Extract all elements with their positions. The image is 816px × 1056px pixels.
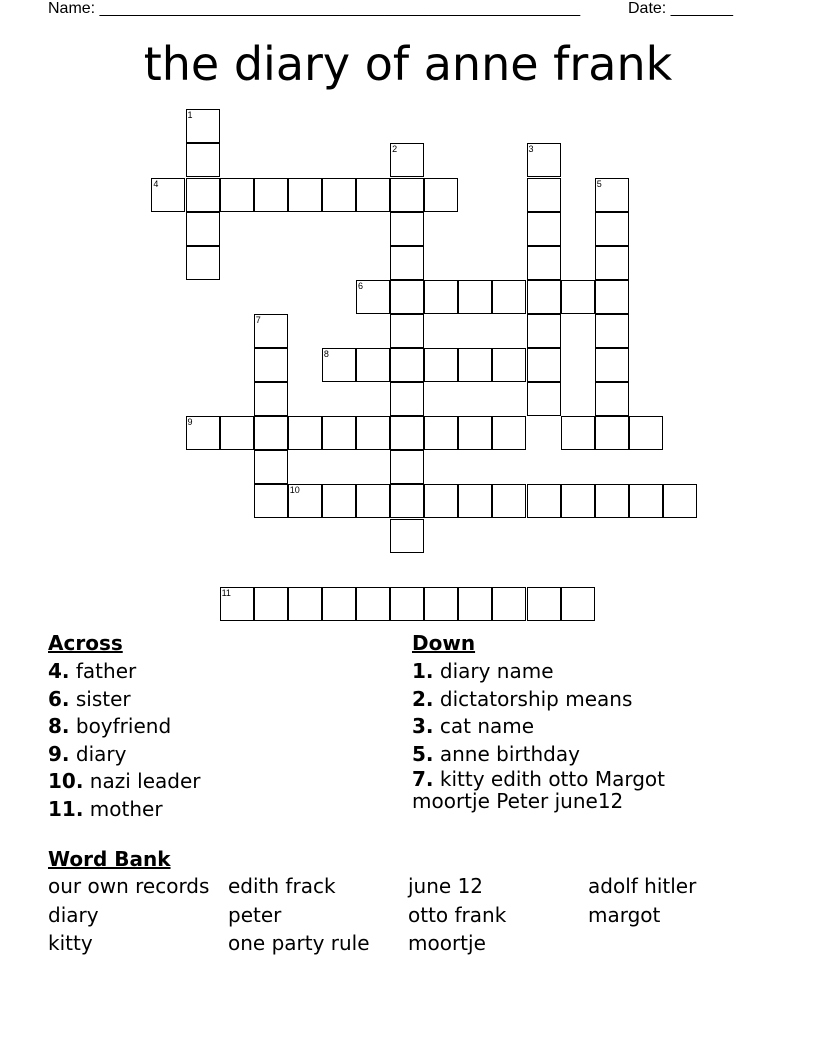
across-heading: Across	[48, 631, 123, 655]
clue-text: boyfriend	[75, 714, 172, 738]
grid-cell[interactable]	[595, 212, 629, 246]
clue-number-label: 8.	[48, 714, 70, 738]
word-bank-heading: Word Bank	[48, 847, 171, 871]
grid-cell[interactable]	[356, 178, 390, 212]
clue-item	[412, 658, 712, 686]
clue-number-label: 2.	[412, 686, 434, 711]
clue-item	[48, 768, 200, 796]
clue-number-label: 3.	[412, 714, 434, 738]
grid-cell[interactable]	[595, 178, 629, 212]
grid-cell[interactable]	[356, 587, 390, 621]
clue-item	[412, 686, 712, 714]
grid-cell[interactable]	[288, 178, 322, 212]
clue-number: 5	[596, 178, 602, 189]
down-heading: Down	[412, 631, 476, 655]
grid-cell[interactable]	[390, 587, 424, 621]
grid-cell[interactable]	[356, 416, 390, 450]
grid-cell[interactable]	[492, 348, 526, 382]
clue-text: sister	[75, 686, 131, 711]
grid-cell[interactable]	[390, 348, 424, 382]
grid-cell[interactable]	[390, 178, 424, 212]
clue-item	[412, 768, 712, 812]
across-clues	[48, 630, 200, 823]
across-clue-list	[48, 658, 200, 823]
puzzle-title: the diary of anne frank	[143, 37, 673, 91]
clue-number: 3	[528, 144, 534, 155]
grid-cell[interactable]	[322, 178, 356, 212]
word-bank-item: otto frank	[408, 902, 507, 927]
word-bank-list	[48, 872, 788, 962]
grid-cell[interactable]	[254, 587, 288, 621]
grid-cell[interactable]	[288, 587, 322, 621]
word-bank-item: edith frack	[228, 874, 336, 898]
word-bank-item: our own records	[48, 874, 210, 898]
grid-cell[interactable]	[458, 587, 492, 621]
grid-cell[interactable]	[561, 416, 595, 450]
grid-cell[interactable]	[492, 280, 526, 314]
clue-number: 2	[392, 144, 398, 155]
grid-cell[interactable]	[322, 348, 356, 382]
grid-cell[interactable]	[186, 246, 220, 280]
grid-cell[interactable]	[492, 587, 526, 621]
clue-number-label: 5.	[412, 741, 434, 766]
down-clue-list	[412, 658, 712, 812]
word-bank-item: adolf hitler	[588, 874, 697, 898]
word-bank-item: one party rule	[228, 931, 370, 955]
clue-text: dictatorship means	[439, 686, 633, 711]
clue-number-label: 9.	[48, 741, 70, 766]
grid-cell[interactable]	[186, 109, 220, 143]
grid-cell[interactable]	[595, 416, 629, 450]
grid-cell[interactable]	[527, 143, 561, 177]
grid-cell[interactable]	[424, 280, 458, 314]
clue-number-label: 1.	[412, 659, 434, 683]
grid-cell[interactable]	[254, 450, 288, 484]
grid-cell[interactable]	[561, 280, 595, 314]
grid-cell[interactable]	[390, 212, 424, 246]
clue-number-label: 6.	[48, 686, 70, 711]
word-bank-item: margot	[588, 902, 661, 927]
grid-cell[interactable]	[390, 450, 424, 484]
clue-text: cat name	[439, 714, 535, 738]
clue-number: 7	[255, 314, 261, 325]
grid-cell[interactable]	[186, 416, 220, 450]
grid-cell[interactable]	[595, 382, 629, 416]
clue-item	[412, 713, 712, 741]
clue-item	[48, 658, 200, 686]
word-bank-item: june 12	[408, 874, 484, 898]
clue-number-label: 7.	[412, 767, 434, 791]
grid-cell[interactable]	[254, 178, 288, 212]
grid-cell[interactable]	[390, 280, 424, 314]
grid-cell[interactable]	[254, 416, 288, 450]
word-bank-item: peter	[228, 902, 282, 927]
grid-cell[interactable]	[561, 484, 595, 518]
grid-cell[interactable]	[527, 348, 561, 382]
down-clues	[412, 630, 712, 812]
grid-cell[interactable]	[220, 416, 254, 450]
clue-number: 4	[153, 178, 159, 189]
grid-cell[interactable]	[390, 484, 424, 518]
clue-number: 11	[221, 587, 231, 598]
grid-cell[interactable]	[390, 519, 424, 553]
clue-number-label: 10.	[48, 769, 84, 793]
grid-cell[interactable]	[356, 484, 390, 518]
grid-cell[interactable]	[458, 348, 492, 382]
grid-cell[interactable]	[527, 484, 561, 518]
grid-cell[interactable]	[663, 484, 697, 518]
grid-cell[interactable]	[527, 314, 561, 348]
grid-cell[interactable]	[458, 280, 492, 314]
grid-cell[interactable]	[254, 348, 288, 382]
grid-cell[interactable]	[492, 416, 526, 450]
clue-number: 1	[187, 110, 193, 121]
grid-cell[interactable]	[288, 484, 322, 518]
date-field[interactable]: Date: _______	[628, 0, 733, 17]
grid-cell[interactable]	[595, 280, 629, 314]
grid-cell[interactable]	[322, 587, 356, 621]
word-bank-item: kitty	[48, 931, 93, 955]
grid-cell[interactable]	[595, 484, 629, 518]
grid-cell[interactable]	[595, 246, 629, 280]
grid-cell[interactable]	[527, 280, 561, 314]
clue-number: 6	[358, 280, 364, 291]
clue-number: 10	[289, 485, 300, 496]
grid-cell[interactable]	[595, 348, 629, 382]
clue-text: father	[75, 659, 137, 683]
grid-cell[interactable]	[424, 484, 458, 518]
clue-item	[48, 686, 200, 714]
grid-cell[interactable]	[356, 280, 390, 314]
clue-item	[48, 741, 200, 769]
grid-cell[interactable]	[254, 382, 288, 416]
grid-cell[interactable]	[390, 143, 424, 177]
clue-item	[412, 741, 712, 769]
grid-cell[interactable]	[458, 416, 492, 450]
grid-cell[interactable]	[424, 416, 458, 450]
grid-cell[interactable]	[186, 143, 220, 177]
grid-cell[interactable]	[322, 484, 356, 518]
word-bank-item: diary	[48, 902, 99, 927]
grid-cell[interactable]	[186, 212, 220, 246]
grid-cell[interactable]	[254, 314, 288, 348]
clue-text: nazi leader	[89, 769, 201, 793]
grid-cell[interactable]	[390, 416, 424, 450]
grid-cell[interactable]	[561, 587, 595, 621]
clue-item	[48, 713, 200, 741]
clue-text: anne birthday	[439, 741, 580, 766]
grid-cell[interactable]	[254, 484, 288, 518]
grid-cell[interactable]	[186, 178, 220, 212]
grid-cell[interactable]	[527, 587, 561, 621]
word-bank-item: moortje	[408, 931, 486, 955]
grid-cell[interactable]	[424, 587, 458, 621]
grid-cell[interactable]	[322, 416, 356, 450]
grid-cell[interactable]	[220, 587, 254, 621]
grid-cell[interactable]	[424, 348, 458, 382]
grid-cell[interactable]	[595, 314, 629, 348]
clue-number: 8	[323, 349, 329, 359]
grid-cell[interactable]	[390, 314, 424, 348]
grid-cell[interactable]	[390, 246, 424, 280]
grid-cell[interactable]	[458, 484, 492, 518]
clue-number-label: 11.	[48, 796, 84, 821]
clue-number: 9	[187, 417, 193, 428]
clue-item	[48, 796, 200, 824]
word-bank	[48, 846, 788, 962]
grid-cell[interactable]	[527, 212, 561, 246]
grid-cell[interactable]	[492, 484, 526, 518]
grid-cell[interactable]	[527, 178, 561, 212]
name-field[interactable]: Name: ______________________________________________________	[48, 0, 581, 17]
grid-cell[interactable]	[424, 178, 458, 212]
clue-text: diary	[75, 741, 127, 766]
clue-text: diary name	[439, 659, 554, 683]
grid-cell[interactable]	[527, 382, 561, 416]
clue-text: kitty edith otto Margot moortje Peter june12	[412, 767, 665, 813]
grid-cell[interactable]	[220, 178, 254, 212]
grid-cell[interactable]	[151, 178, 185, 212]
clue-number-label: 4.	[48, 659, 70, 683]
clue-text: mother	[89, 796, 163, 821]
grid-cell[interactable]	[390, 382, 424, 416]
grid-cell[interactable]	[356, 348, 390, 382]
grid-cell[interactable]	[629, 416, 663, 450]
grid-cell[interactable]	[629, 484, 663, 518]
grid-cell[interactable]	[527, 246, 561, 280]
grid-cell[interactable]	[288, 416, 322, 450]
